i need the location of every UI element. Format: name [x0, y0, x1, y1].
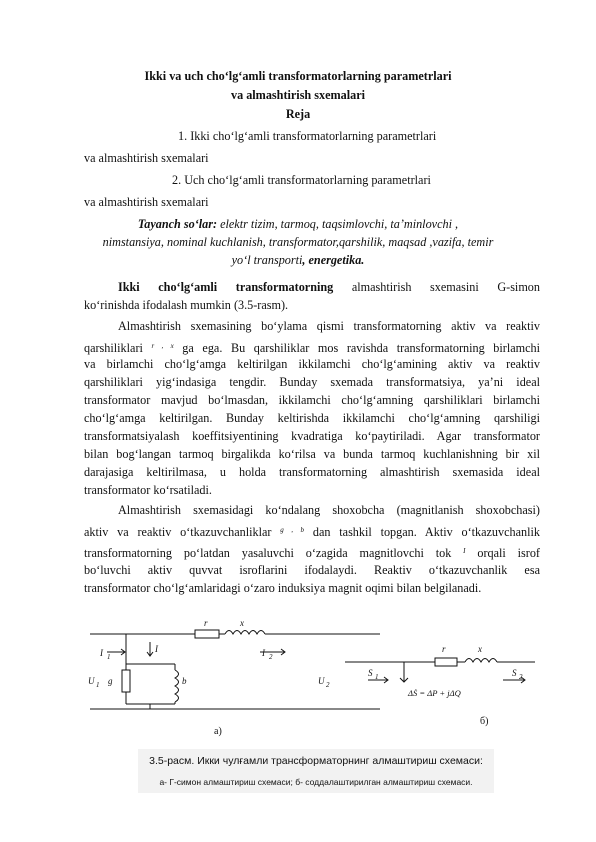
para3-line-3a: transformatorning po‘latdan yasaluvchi o‘zagida magnitlovchi tok — [84, 546, 464, 560]
plan-item-1: 1. Ikki cho‘lg‘amli transformatorlarning parametrlari — [178, 129, 437, 143]
label-u2: U — [318, 676, 325, 686]
para2-line-9: darajasiga keltirilmasa, u holda transformatorning almashtirish sxemasida ideal — [84, 465, 540, 479]
para2-line-1: Almashtirish sxemasining bo‘ylama qismi transformatorning aktiv va reaktiv — [118, 319, 540, 333]
label-i1-sub: 1 — [107, 653, 111, 661]
para2-line-5: transformator mavjud bo‘lmasdan, ikkilamchi cho‘lg‘amning qarshiliklari birlamchi — [84, 393, 540, 407]
para3-line-2b: dan tashkil topgan. Aktiv o‘tkazuvchanlik — [304, 525, 540, 539]
para1-line-1 — [118, 279, 540, 295]
label-u2-sub: 2 — [326, 681, 330, 689]
label-i2: I — [262, 648, 265, 658]
caption-line-2: а- Г-симон алмаштириш схемаси; б- соддалаштирилган алмаштириш схемаси. — [159, 777, 473, 787]
symbol-i-mu: I — [463, 547, 466, 555]
para3-line-5: transformator cho‘lg‘amlaridagi o‘zaro induksiya magnit oqimi bilan belgilanadi. — [84, 581, 482, 595]
plan-item-2: 2. Uch cho‘lg‘amli transformatorlarning parametrlari — [172, 173, 431, 187]
para2-line-4: qarshiliklari yig‘indasiga tengdir. Bunday sxemada transformatsiya, ya’ni ideal — [84, 375, 540, 389]
para2-line-3: va birlamchi cho‘lg‘amga keltirilgan ikkilamchi cho‘lg‘amining aktiv va reaktiv — [84, 357, 540, 371]
keywords-text-3b: , energetika. — [302, 253, 365, 267]
circuit-diagram-b — [340, 628, 540, 728]
para2-line-8: bilan bog‘langan tarmoq birgalikda ko‘rilsa va bunda tarmoq kuchlanishning bir xil — [84, 447, 540, 461]
para3-line-2a: aktiv va reaktiv o‘tkazuvchanliklar — [84, 525, 281, 539]
label-i2-sub: 2 — [269, 653, 273, 661]
title-line-2: va almashtirish sxemalari — [230, 88, 366, 102]
label-s2: S — [512, 668, 517, 678]
para3-line-3b: orqali isrof — [465, 546, 540, 560]
panel-label-a: а) — [214, 726, 222, 737]
plan-item-2-cont: va almashtirish sxemalari — [84, 195, 209, 209]
label-r-b: r — [442, 644, 446, 654]
label-u1: U — [88, 676, 95, 686]
para3-line-2 — [84, 522, 540, 540]
keywords-line-3 — [0, 252, 596, 268]
symbol-r-x: r , x — [151, 342, 174, 350]
para1-line-2: ko‘rinishda ifodalash mumkin (3.5-rasm). — [84, 298, 289, 312]
label-s1-sub: 1 — [375, 673, 379, 681]
label-x-a: x — [240, 618, 244, 628]
label-r-a: r — [204, 618, 208, 628]
keywords-text-3a: yo‘l transporti — [231, 253, 303, 267]
keywords-line-1 — [0, 216, 596, 232]
para1-bold-lead: Ikki cho‘lg‘amli transformatorning — [118, 280, 334, 294]
caption-line-1: 3.5-расм. Икки чулғамли трансформаторнинг алмаштириш схемаси: — [149, 755, 483, 767]
symbol-g-b: g , b — [280, 526, 305, 534]
para3-line-1: Almashtirish sxemasidagi ko‘ndalang shoxobcha (magnitlanish shoxobchasi) — [118, 503, 540, 517]
label-g: g — [108, 676, 113, 686]
plan-heading: Reja — [285, 107, 311, 121]
label-i1: I — [100, 648, 103, 658]
keywords-label: Tayanch so‘lar: — [137, 217, 218, 231]
label-s1: S — [368, 668, 373, 678]
keywords-line-2: nimstansiya, nominal kuchlanish, transformator,qarshilik, maqsad ,vazifa, temir — [102, 235, 494, 249]
para2-line-7: transformatsiyalash koeffitsiyentining kvadratiga ko‘paytiriladi. Agar transformator — [84, 429, 540, 443]
label-b: b — [182, 676, 187, 686]
plan-item-1-cont: va almashtirish sxemalari — [84, 151, 209, 165]
label-s2-sub: 2 — [519, 673, 523, 681]
title-line-1: Ikki va uch cho‘lg‘amli transformatorlarning parametrlari — [144, 69, 452, 83]
para3-line-3 — [84, 543, 540, 561]
figure-caption — [138, 749, 494, 793]
keywords-text-1: elektr tizim, tarmoq, taqsimlovchi, ta’minlovchi , — [217, 217, 459, 231]
para2-line-2 — [84, 338, 540, 356]
para2-line-2a: qarshiliklari — [84, 341, 152, 355]
para2-line-10: transformator ko‘rsatiladi. — [84, 483, 212, 497]
label-u1-sub: 1 — [96, 681, 100, 689]
label-i-mu: I — [155, 644, 158, 654]
label-delta-s: ΔṠ = ΔP + jΔQ — [408, 688, 461, 698]
para1-line-1-rest: almashtirish sxemasini G-simon — [333, 280, 540, 294]
panel-label-b: б) — [480, 716, 489, 727]
para2-line-6: cho‘lg‘amga keltirilgan. Bunday keltirishda ikkilamchi cho‘lg‘amning qarshiligi — [84, 411, 540, 425]
label-x-b: x — [478, 644, 482, 654]
para2-line-2b: ga ega. Bu qarshiliklar mos ravishda transformatorning birlamchi — [173, 341, 541, 355]
para3-line-4: bo‘luvchi aktiv quvvat isroflarini ifodalaydi. Reaktiv o‘tkazuvchanlik esa — [84, 563, 540, 577]
